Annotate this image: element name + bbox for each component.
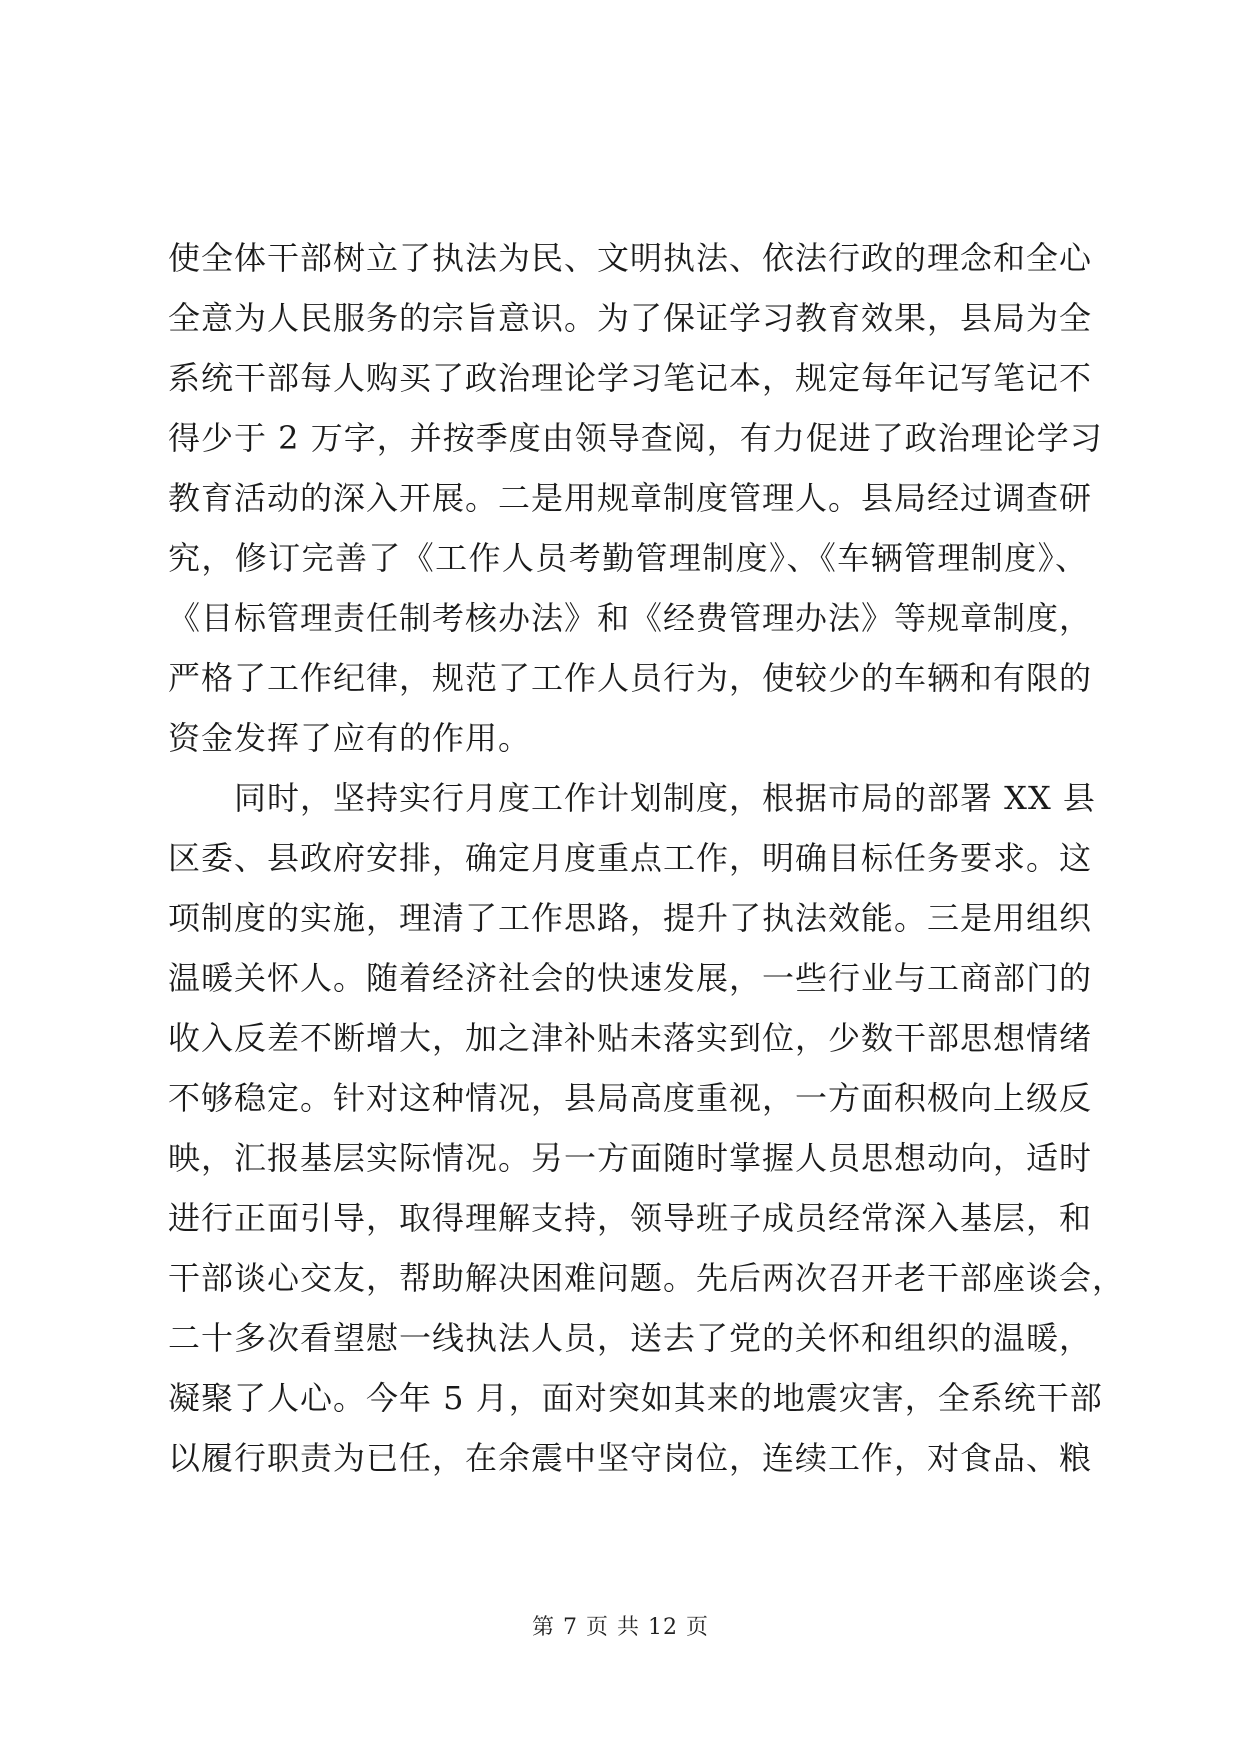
text-line: 究，修订完善了《工作人员考勤管理制度》、《车辆管理制度》、 xyxy=(168,539,1088,577)
text-line: 得少于 2 万字，并按季度由领导查阅，有力促进了政治理论学习 xyxy=(168,419,1103,457)
text-line: 映，汇报基层实际情况。另一方面随时掌握人员思想动向，适时 xyxy=(168,1139,1093,1177)
text-line: 《目标管理责任制考核办法》和《经费管理办法》等规章制度， xyxy=(168,599,1093,637)
page-number-footer: 第 7 页 共 12 页 xyxy=(532,1615,709,1640)
paragraph-end-line: 资金发挥了应有的作用。 xyxy=(168,719,532,757)
text-line: 干部谈心交友，帮助解决困难问题。先后两次召开老干部座谈会， xyxy=(168,1259,1126,1297)
text-line: 系统干部每人购买了政治理论学习笔记本，规定每年记写笔记不 xyxy=(168,359,1093,397)
paragraph-start-line: 同时，坚持实行月度工作计划制度，根据市局的部署 XX 县 xyxy=(234,779,1096,817)
text-line: 以履行职责为已任，在余震中坚守岗位，连续工作，对食品、粮 xyxy=(168,1439,1093,1477)
text-line: 项制度的实施，理清了工作思路，提升了执法效能。三是用组织 xyxy=(168,899,1093,937)
text-line: 严格了工作纪律，规范了工作人员行为，使较少的车辆和有限的 xyxy=(168,659,1093,697)
text-line: 温暖关怀人。随着经济社会的快速发展，一些行业与工商部门的 xyxy=(168,959,1093,997)
text-line: 全意为人民服务的宗旨意识。为了保证学习教育效果，县局为全 xyxy=(168,299,1093,337)
body-text xyxy=(168,228,1126,1488)
text-line: 进行正面引导，取得理解支持，领导班子成员经常深入基层，和 xyxy=(168,1199,1093,1237)
text-line: 二十多次看望慰一线执法人员，送去了党的关怀和组织的温暖， xyxy=(168,1319,1093,1357)
text-line: 使全体干部树立了执法为民、文明执法、依法行政的理念和全心 xyxy=(168,239,1093,277)
text-line: 不够稳定。针对这种情况，县局高度重视，一方面积极向上级反 xyxy=(168,1079,1093,1117)
text-line: 收入反差不断增大，加之津补贴未落实到位，少数干部思想情绪 xyxy=(168,1019,1093,1057)
text-line: 区委、县政府安排，确定月度重点工作，明确目标任务要求。这 xyxy=(168,839,1093,877)
text-line: 凝聚了人心。今年 5 月，面对突如其来的地震灾害，全系统干部 xyxy=(168,1379,1103,1417)
text-line: 教育活动的深入开展。二是用规章制度管理人。县局经过调查研 xyxy=(168,479,1093,517)
